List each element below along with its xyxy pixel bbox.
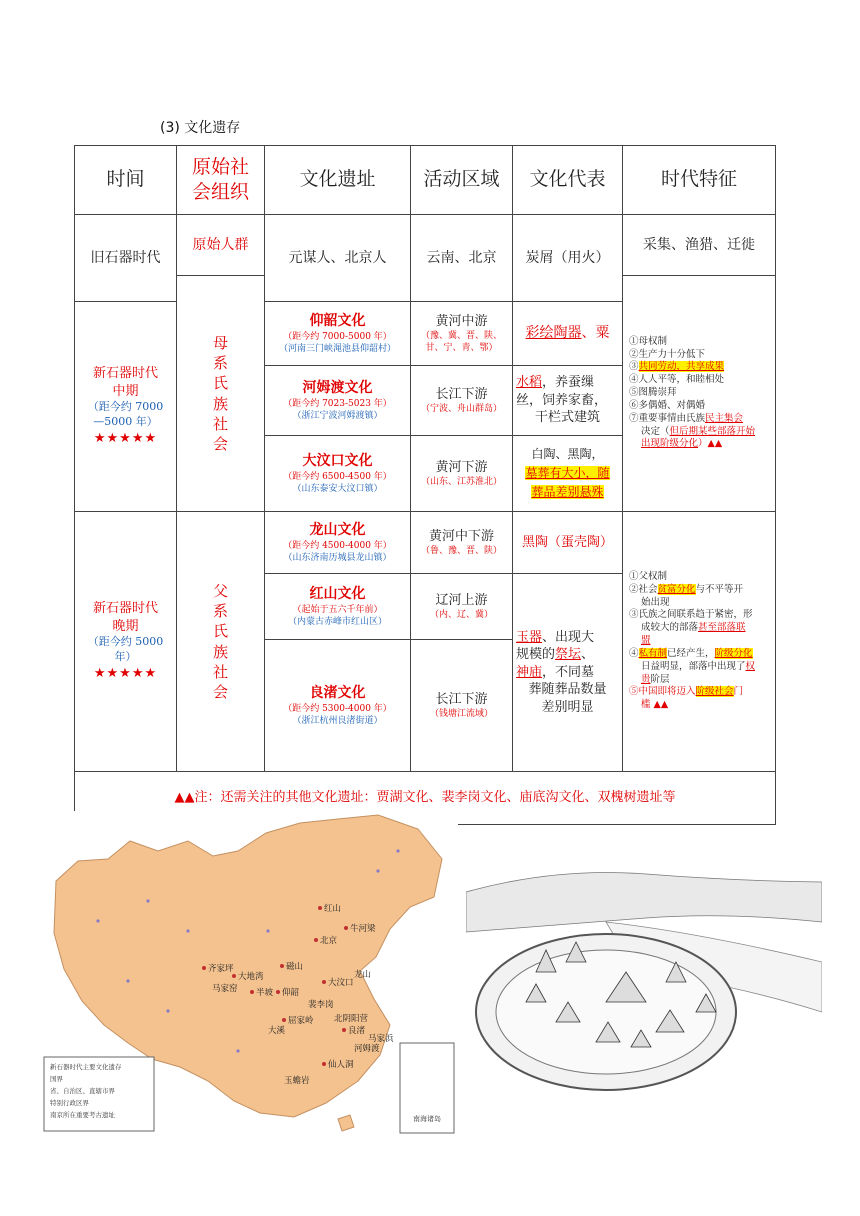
rep-dawenkou: 白陶、黑陶， 墓葬有大小，随 葬品差别悬殊 — [513, 436, 623, 512]
rep-longshan: 黑陶（蛋壳陶） — [513, 512, 623, 574]
site-hemudu: 河姆渡文化 （距今约 7023-5023 年） （浙江宁波河姆渡镇） — [265, 366, 411, 436]
legend-item-province: 省、自治区、直辖市界 — [50, 1087, 115, 1095]
region-yangshao: 黄河中游 （豫、冀、晋、陕、 甘、宁、青、鄂） — [411, 302, 513, 366]
paleo-rep: 炭屑（用火） — [513, 215, 623, 302]
map-label: 仙人洞 — [328, 1060, 354, 1070]
region-hemudu: 长江下游 （宁波、舟山群岛） — [411, 366, 513, 436]
region-longshan: 黄河中下游 （鲁、豫、晋、陕） — [411, 512, 513, 574]
map-label: 北京 — [320, 936, 338, 946]
map-label: 裴李岗 — [308, 1000, 334, 1010]
map-label: 玉蟾岩 — [284, 1076, 310, 1086]
map-label: 龙山 — [354, 970, 372, 980]
legend-item-sites: 新石器时代主要文化遗存 — [50, 1063, 122, 1071]
header-site: 文化遗址 — [265, 146, 411, 215]
site-dawenkou: 大汶口文化 （距今约 6500-4500 年） （山东泰安大汶口镇） — [265, 436, 411, 512]
rep-late: 玉器、出现大 规模的祭坛、 神庙，不同墓 葬随葬品数量 差别明显 — [513, 574, 623, 772]
map-label: 半坡 — [256, 988, 274, 998]
section-title: (3) 文化遗存 — [160, 120, 241, 136]
map-label: 马家窑 — [212, 984, 238, 994]
matrilineal-org: 母 系 氏 族 社 会 — [177, 276, 265, 512]
legend-item-sar: 特别行政区界 — [50, 1099, 89, 1107]
legend-item-nanjing: 南京所在重要考古遗址 — [50, 1111, 115, 1119]
map-label: 磁山 — [286, 962, 304, 972]
paleo-time: 旧石器时代 — [75, 215, 177, 302]
neolithic-sites-map — [38, 811, 458, 1137]
inset-label: 南海诸岛 — [413, 1115, 441, 1123]
paleo-org: 原始人群 — [177, 215, 265, 276]
map-label: 牛河梁 — [350, 924, 376, 934]
site-longshan: 龙山文化 （距今约 4500-4000 年） （山东济南历城县龙山镇） — [265, 512, 411, 574]
paleo-feature: 采集、渔猎、迁徙 — [623, 215, 776, 276]
neo-late-time: 新石器时代 晚期 （距今约 5000 年） ★★★★★ — [75, 512, 177, 772]
table-row-paleo — [75, 215, 776, 276]
map-label: 大汶口 — [328, 978, 354, 988]
village-illustration — [466, 862, 822, 1114]
site-liangzhu: 良渚文化 （距今约 5300-4000 年） （浙江杭州良渚街道） — [265, 640, 411, 772]
map-label: 北阴阳营 — [334, 1014, 369, 1024]
map-label: 良渚 — [348, 1026, 366, 1036]
settlement-ground — [496, 950, 716, 1074]
map-label: 屈家岭 — [288, 1016, 314, 1026]
patrilineal-org: 父 系 氏 族 社 会 — [177, 512, 265, 772]
header-row — [75, 146, 776, 215]
legend-item-border: 国界 — [50, 1075, 63, 1083]
neo-mid-features: ①母权制 ②生产力十分低下 ③共同劳动，共享成果 ④人人平等，和睦相处 ⑤图腾崇拜 ⑥多偶婚、对偶婚 ⑦重要事情由氏族民主集会 决定（但后期某些部落开始 出现阶级分化）▲▲ — [623, 276, 776, 512]
paleo-site: 元谋人、北京人 — [265, 215, 411, 302]
culture-table — [74, 145, 776, 825]
neo-mid-time: 新石器时代 中期 （距今约 7000 —5000 年） ★★★★★ — [75, 302, 177, 512]
region-liangzhu: 长江下游 （钱塘江流域） — [411, 640, 513, 772]
rep-yangshao: 彩绘陶器、粟 — [513, 302, 623, 366]
map-label: 马家浜 — [368, 1034, 394, 1044]
rep-hemudu: 水稻，养蚕缫 丝，饲养家畜， 干栏式建筑 — [513, 366, 623, 436]
site-yangshao: 仰韶文化 （距今约 7000-5000 年） （河南三门峡渑池县仰韶村） — [265, 302, 411, 366]
region-dawenkou: 黄河下游 （山东、江苏淮北） — [411, 436, 513, 512]
site-hongshan: 红山文化 （起始于五六千年前） （内蒙古赤峰市红山区） — [265, 574, 411, 640]
map-label: 大地湾 — [238, 972, 264, 982]
neo-late-features: ①父权制 ②社会贫富分化与不平等开 始出现 ③氏族之间联系趋于紧密，形 成较大的部落甚至部落联 盟 ④私有制已经产生，阶级分化 日益明显，部落中出现了权 贵阶层 ⑤中国即将迈入阶级社会门 槛 ▲▲ — [623, 512, 776, 772]
map-label: 大溪 — [268, 1026, 286, 1036]
header-rep: 文化代表 — [513, 146, 623, 215]
map-label: 红山 — [324, 904, 342, 914]
table-row-longshan — [75, 512, 776, 574]
map-label: 齐家坪 — [208, 964, 234, 974]
header-time: 时间 — [75, 146, 177, 215]
map-label: 河姆渡 — [354, 1044, 380, 1054]
header-org: 原始社 会组织 — [177, 146, 265, 215]
note-text: ▲▲注：还需关注的其他文化遗址：贾湖文化、裴李岗文化、庙底沟文化、双槐树遗址等 — [75, 772, 776, 825]
header-region: 活动区域 — [411, 146, 513, 215]
header-feature: 时代特征 — [623, 146, 776, 215]
map-label: 仰韶 — [282, 988, 300, 998]
paleo-region: 云南、北京 — [411, 215, 513, 302]
region-hongshan: 辽河上游 （内、辽、冀） — [411, 574, 513, 640]
